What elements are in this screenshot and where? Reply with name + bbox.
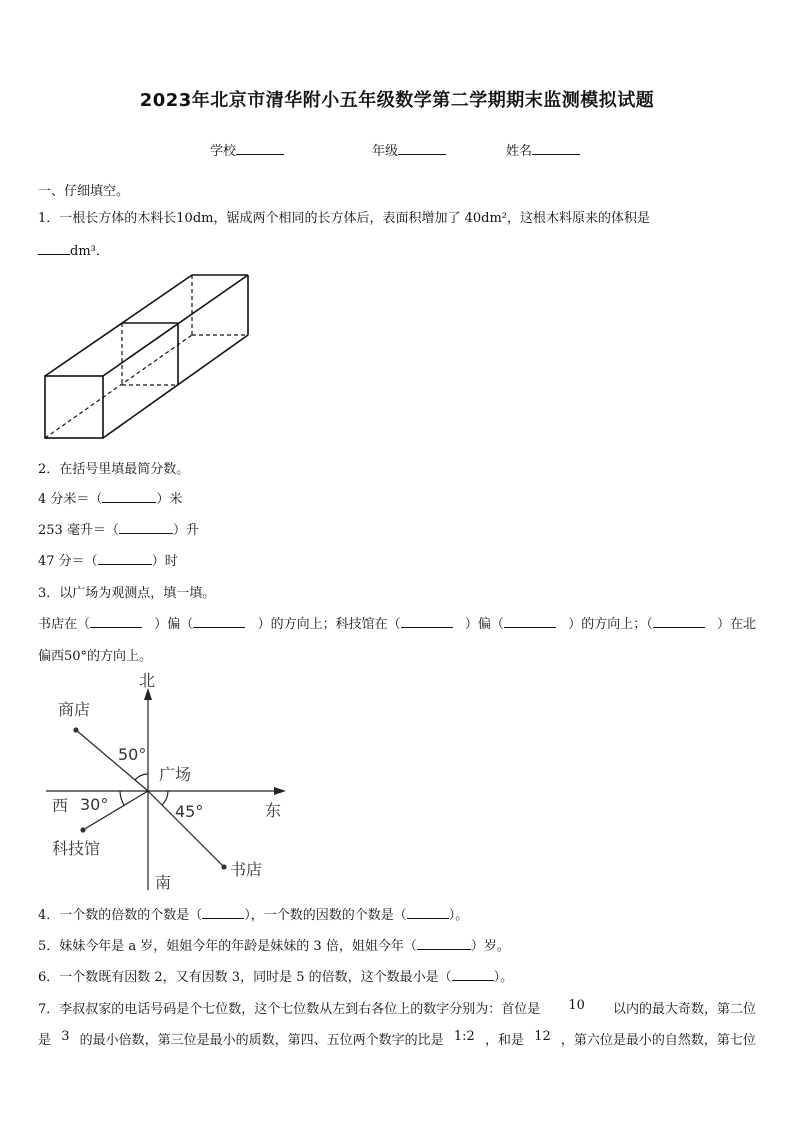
q1-text: 1．一根长方体的木料长10dm，锯成两个相同的长方体后，表面积增加了 40dm²，这根木料原来的体积是	[38, 211, 650, 226]
cuboid-front-face	[45, 376, 103, 438]
q2-item-1-left: 4 分米＝（	[38, 492, 103, 507]
q4-blank-2[interactable]	[407, 906, 449, 919]
q2-item-3-blank[interactable]	[98, 552, 152, 565]
angle-arc-shop	[135, 774, 148, 780]
hidden-bottom-left-edge	[45, 335, 192, 438]
q3-seg-4: ）偏（	[465, 613, 556, 632]
bookstore-point	[221, 864, 226, 869]
q2-item-1-right: ）米	[156, 492, 183, 507]
q3-line-2: 偏西50°的方向上。	[38, 649, 153, 664]
q2-item-3-right: ）时	[151, 554, 178, 569]
q6-blank[interactable]	[452, 968, 494, 981]
q2-item-3-left: 47 分＝（	[38, 554, 98, 569]
label-museum: 科技馆	[52, 839, 101, 858]
museum-point	[80, 827, 85, 832]
cuboid-bottom-right-edge	[103, 335, 248, 438]
q3-seg-2: ）偏（	[154, 613, 245, 632]
grade-field	[372, 140, 446, 159]
q2-item-3	[38, 550, 178, 569]
shop-point	[73, 727, 78, 732]
label-west: 西	[52, 796, 69, 815]
q2-stem: 2．在括号里填最简分数。	[38, 462, 190, 477]
grade-blank[interactable]	[398, 142, 446, 155]
label-shop: 商店	[58, 700, 91, 719]
q3-blank-2[interactable]	[193, 615, 245, 628]
q3-line-1	[38, 613, 756, 632]
q2-item-2	[38, 519, 199, 538]
q4-text: 4．一个数的倍数的个数是（ ），一个数的因数的个数是（ ）。	[38, 908, 469, 923]
school-blank[interactable]	[236, 142, 284, 155]
label-angle-shop: 50°	[118, 745, 147, 764]
cuboid-top-right-edge	[103, 275, 248, 376]
q2-item-2-right: ）升	[172, 523, 199, 538]
q3-stem: 3．以广场为观测点，填一填。	[38, 586, 216, 601]
label-south: 南	[155, 873, 172, 892]
name-blank[interactable]	[532, 142, 580, 155]
name-field	[506, 140, 580, 159]
cuboid-top-left-edge	[45, 275, 192, 376]
label-east: 东	[265, 801, 282, 820]
q4-blank-1[interactable]	[202, 906, 244, 919]
label-angle-museum: 30°	[80, 795, 109, 814]
q6-text: 6．一个数既有因数 2，又有因数 3，同时是 5 的倍数，这个数最小是（ ）。	[38, 970, 514, 985]
q2-item-2-left: 253 毫升＝（	[38, 523, 119, 538]
q7-line-2: 是 3 的最小倍数，第三位是最小的质数，第四、五位两个数字的比是 1:2 ，和是 12 ，第六位是最小的自然数，第七位	[38, 1029, 756, 1048]
q5-blank[interactable]	[417, 937, 471, 950]
direction-diagram	[38, 668, 298, 896]
q1-answer-line	[38, 240, 109, 259]
q3-seg-3: ）的方向上；科技馆在（	[258, 613, 453, 632]
q2-item-1	[38, 488, 182, 507]
school-label: 学校	[210, 144, 237, 159]
school-field	[210, 140, 284, 159]
page-title: 2023年北京市清华附小五年级数学第二学期期末监测模拟试题	[139, 90, 655, 111]
label-angle-bookstore: 45°	[175, 802, 204, 821]
q7-line-1: 7．李叔叔家的电话号码是个七位数，这个七位数从左到右各位上的数字分别为：首位是 10 以内的最大奇数，第二位	[38, 998, 756, 1017]
q3-blank-4[interactable]	[504, 615, 556, 628]
label-north: 北	[139, 671, 156, 690]
q1-unit: dm³．	[70, 244, 109, 259]
q3-blank-5[interactable]	[653, 615, 705, 628]
q3-seg-6: ）在北	[716, 617, 756, 632]
cuboid-figure	[40, 270, 255, 442]
east-arrow-icon	[274, 787, 286, 795]
label-center: 广场	[159, 765, 192, 784]
q2-item-1-blank[interactable]	[102, 490, 156, 503]
label-bookstore: 书店	[230, 860, 263, 879]
q3-seg-1: 书店在（	[38, 613, 142, 632]
q3-blank-1[interactable]	[90, 615, 142, 628]
q3-seg-5: ）的方向上；（	[568, 613, 705, 632]
q5-text: 5．妹妹今年是 a 岁，姐姐今年的年龄是妹妹的 3 倍，姐姐今年（ ）岁。	[38, 939, 510, 954]
q1-blank[interactable]	[38, 242, 70, 255]
angle-arc-bookstore	[162, 791, 168, 805]
q3-blank-3[interactable]	[401, 615, 453, 628]
q2-item-2-blank[interactable]	[119, 521, 173, 534]
section-heading: 一、仔细填空。	[38, 184, 130, 199]
name-label: 姓名	[506, 144, 533, 159]
angle-arc-museum	[120, 791, 124, 805]
grade-label: 年级	[372, 144, 399, 159]
